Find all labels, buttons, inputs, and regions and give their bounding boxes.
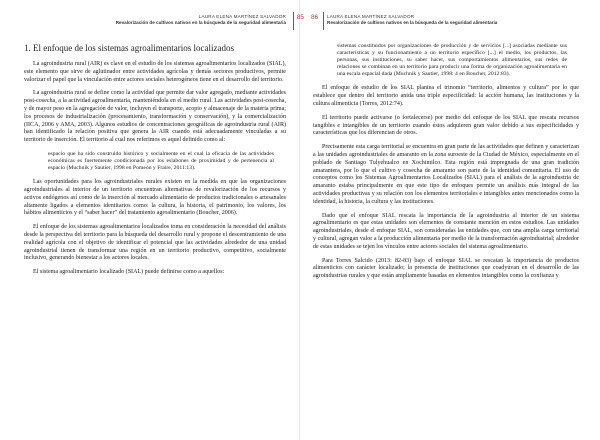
paragraph: Para Torres Salcido (2013: 82-83) bajo el enfoque SIAL se rescatan la importancia de productos alimenticios con carácter localizado; la presencia de instituciones que coadyuvan en el desarrollo de las agroindustrias rurales y que están ampliamente basadas en elementos intangibles como la confianza y bbox=[313, 257, 579, 280]
header-divider bbox=[323, 12, 324, 30]
left-header-author: LAURA ELENA MARTÍNEZ SALVADOR bbox=[198, 14, 286, 19]
paragraph: La agroindustria rural (AIR) es clave en el estudio de los sistemas agroalimentarios localizados (SIAL), este elemento que sirve de aglutinador entre actividades agrícolas y demás sectores productivos, permite valorizar el papel que la vinculación entre actores sociales heterogéneos tiene en el desarrollo del territorio. bbox=[24, 61, 286, 83]
paragraph: El enfoque de los sistemas agroalimentarios localizados toma en consideración la necesidad del análisis desde la perspectiva del territorio para la búsqueda del desarrollo rural y propone el descentramiento de una realidad agrícola con el objetivo de identificar el potencial que las actividades alrededor de una unidad agroindustrial tienen de transformar una región en un territorio productivo, competitivo, socialmente inclusivo, generando bienestar a los actores locales. bbox=[24, 224, 286, 262]
paragraph: El enfoque de estudio de los SIAL plantea el trinomio “territorio, alimentos y cultura” por lo que establece que dentro del territorio anida una triple especificidad: la acción humana, las instituciones y la cultura alimenticia (Torres, 2012:74). bbox=[313, 85, 579, 108]
paragraph: El sistema agroalimentario localizado (SIAL) puede definirse como a aquellos: bbox=[33, 269, 225, 276]
section-heading: 1. El enfoque de los sistemas agroalimentarios localizados bbox=[24, 43, 234, 53]
right-running-header bbox=[311, 14, 567, 26]
right-page bbox=[313, 0, 579, 440]
left-header-title: Revalorización de cultivos nativos en la búsqueda de la seguridad alimentaria bbox=[115, 20, 286, 25]
left-page-body bbox=[24, 43, 286, 283]
page-gutter bbox=[299, 0, 300, 440]
right-page-body bbox=[313, 43, 579, 287]
block-quote: sistemas constituidos por organizaciones de producción y de servicios [...] asociadas mediante sus características y su funcionamiento a un territorio específico [...] el medio, los productos, las personas, sus instituciones, su saber hacer, sus comportamientos alimentarios, sus redes de relaciones se combinan en un territorio para producir una forma de organización agroalimentaria en una escala espacial dada (Muchnik y Sautier, 1998: 4 en Boucher, 2012:83). bbox=[337, 43, 567, 78]
paragraph: Las oportunidades para los agroindustriales rurales existen en la medida en que las organizaciones agroindustriales al interior de un territorio encuentran alternativas de revalorización de los recursos y activos endógenos así como de la inserción al mercado alimentario de productos tradicionales o artesanales altamente ligados a elementos identitarios como: la cultura, la historia, el patrimonio, los valores, los hábitos alimenticios y el “saber hacer” del tratamiento agroalimentario (Boucher, 2006). bbox=[24, 179, 286, 217]
header-divider bbox=[293, 12, 294, 30]
paragraph: Precisamente esta carga territorial se encuentra en gran parte de las actividades que definen y caracterizan a las unidades agroindustriales de amaranto en la zona suroeste de la Ciudad de México, especialmente en el poblado de Santiago Tulyehualco en Xochimilco. Esta región está impregnada de una gran tradición amarantera, por lo que el cultivo y cosecha de amaranto son parte de la identidad comunitaria. El uso de conceptos como los Sistemas Agroalimentarios Localizados (SIAL) para el análisis de la agroindustria de amaranto estaba principalmente en que este tipo de enfoques permite un análisis más integral de las actividades productivas y su relación con los elementos territoriales e intangibles antes mencionados como la identidad, la historia, la cultura y las instituciones. bbox=[313, 144, 579, 205]
left-page-number: 85 bbox=[296, 14, 304, 21]
left-running-header bbox=[46, 14, 304, 26]
paragraph: La agroindustria rural se define como la actividad que permite dar valor agregado, mediante actividades post-cosecha, a la actividad agroalimentaria, manteniéndola en el medio rural. Las actividades post-cosecha, y de mayor peso en la agregación de valor, incluyen el transporte, acopio y almacenaje de la materia prima; los procesos de industrialización (procesamiento, transformación y conservación), y la comercialización (IICA, 2006 y AMA, 2003). Algunos estudios de concentraciones geográficas de agroindustria rural (AIR) han identificado la relación positiva que genera la AIR cuando está adecuadamente vinculadas a su territorio de inserción. El territorio al cual nos referimos es aquel definido como al: bbox=[24, 90, 286, 144]
right-page-number: 86 bbox=[311, 14, 319, 21]
paragraph: El territorio puede activarse (o fortalecerse) por medio del enfoque de los SIAL que rescata recursos tangibles e intangibles de un territorio cuando éstos adquieren gran valor debido a sus especificidades y características que los diferencian de otros. bbox=[313, 114, 579, 137]
left-page bbox=[24, 0, 304, 440]
right-header-title: Revalorización de cultivos nativos en la búsqueda de la seguridad alimentaria bbox=[327, 20, 498, 25]
block-quote: espacio que ha sido construido histórico y socialmente en el cual la eficacia de las actividades económicas es fuertemente condicionada por los eslabones de proximidad y de pertenencia al espacio (Muchnik y Sautier, 1998 en Pomeón y Fraire, 2011:13). bbox=[48, 150, 274, 172]
paragraph: Dado que el enfoque SIAL rescata la importancia de la agroindustria al interior de un sistema agroalimentario es que estas unidades son elementos de constante mención en estos estudios. Las unidades agroindustriales, desde el enfoque SIAL, son consideradas las entidades que, con una amplia carga territorial y cultural, agregan valor a la producción alimentaria por medio de la transformación agroindustrial; alrededor de estas unidades se tejen los vínculos entre actores sociales del sistema agroalimentario. bbox=[313, 212, 579, 250]
right-header-author: LAURA ELENA MARTÍNEZ SALVADOR bbox=[327, 14, 415, 19]
